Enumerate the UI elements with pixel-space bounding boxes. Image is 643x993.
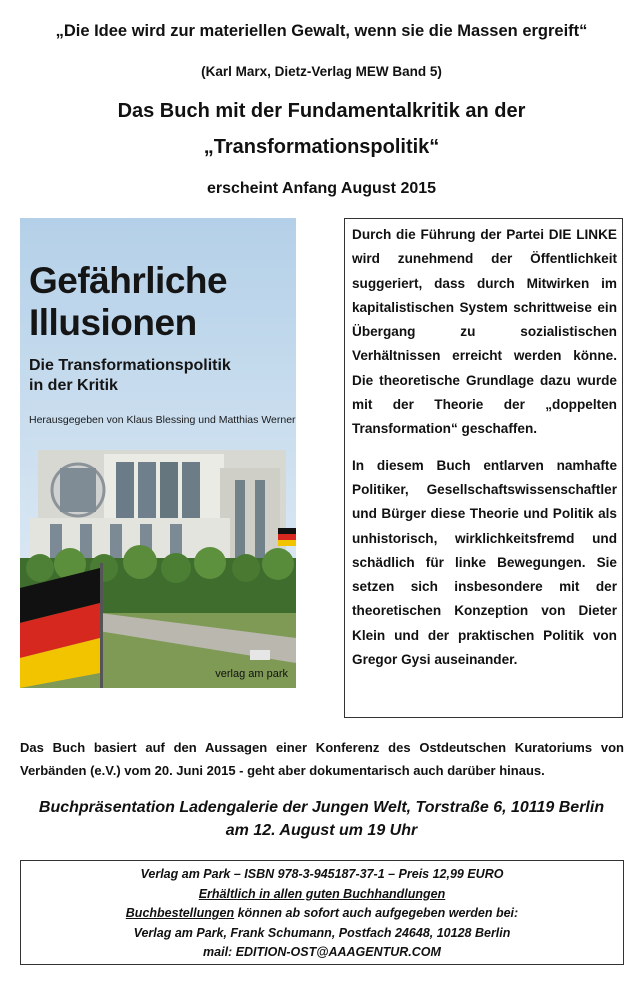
cover-title-line-1: Gefährliche	[29, 260, 228, 301]
quote: „Die Idee wird zur materiellen Gewalt, wenn sie die Massen ergreift“	[55, 22, 588, 40]
headline-line-2: „Transformationspolitik“	[203, 136, 440, 158]
cover-subtitle-line-2: in der Kritik	[29, 377, 118, 394]
release-date: erscheint Anfang August 2015	[206, 180, 437, 197]
cover-title-line-2: Illusionen	[29, 302, 197, 343]
contact-email[interactable]: mail: EDITION-OST@AAAGENTUR.COM	[203, 945, 441, 959]
ordering-info-box	[20, 860, 624, 965]
orders-line	[21, 904, 623, 924]
cover-subtitle-line-1: Die Transformationspolitik	[29, 357, 231, 374]
orders-text: können ab sofort auch aufgegeben werden bei:	[234, 906, 519, 920]
book-cover	[20, 218, 296, 688]
quote-source: (Karl Marx, Dietz-Verlag MEW Band 5)	[201, 64, 442, 79]
isbn-price-line: Verlag am Park – ISBN 978-3-945187-37-1 – Preis 12,99 EURO	[140, 867, 504, 881]
orders-link[interactable]: Buchbestellungen	[125, 906, 235, 920]
availability-line: Erhältlich in allen guten Buchhandlungen	[198, 886, 446, 901]
conference-note: Das Buch basiert auf den Aussagen einer Konferenz des Ostdeutschen Kuratoriums von Verbänden (e.V.) vom 20. Juni 2015 - geht aber dokumentarisch auch darüber hinaus.	[20, 740, 624, 778]
description-box	[344, 218, 623, 718]
description-paragraph-2: In diesem Buch entlarven namhafte Politiker, Gesellschaftswissenschaftler und Bürger diese Theorie und Politik als unhistorisch, wirklichkeitsfremd und schädlich für linke Bewegungen. Sie setzen sich insbesondere mit der theoretischen Konzeption von Dieter Klein und der praktischen Politik von Gregor Gysi auseinander.	[352, 457, 617, 668]
presentation-venue: Buchpräsentation Ladengalerie der Jungen Welt, Torstraße 6, 10119 Berlin	[38, 799, 605, 816]
cover-editors: Herausgegeben von Klaus Blessing und Matthias Werner	[29, 414, 296, 426]
publisher-address: Verlag am Park, Frank Schumann, Postfach 24648, 10128 Berlin	[133, 925, 511, 940]
description-paragraph-1: Durch die Führung der Partei DIE LINKE wird zunehmend der Öffentlichkeit suggeriert, dass durch Mitwirken im kapitalistischen System schrittweise ein Übergang zu sozialistischen Verhältnissen erreicht werden könne. Die theoretische Grundlage dazu wurde mit der Theorie der „doppelten Transformation“ geschaffen.	[352, 227, 617, 437]
presentation-date: am 12. August um 19 Uhr	[225, 822, 418, 839]
headline-line-1: Das Buch mit der Fundamentalkritik an der	[117, 100, 526, 122]
cover-publisher: verlag am park	[215, 668, 288, 680]
